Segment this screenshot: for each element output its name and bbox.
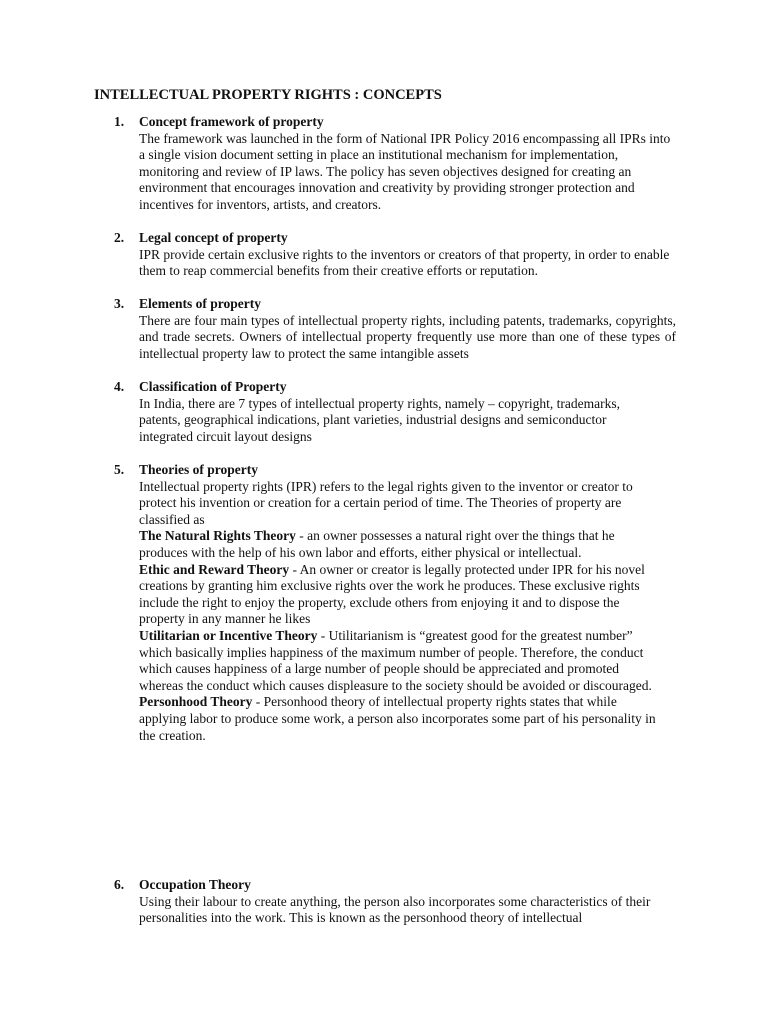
section-heading: Classification of Property (139, 379, 287, 394)
theory-name: Ethic and Reward Theory (139, 561, 290, 577)
theory-utilitarian (139, 628, 664, 694)
section-number: 5. (114, 462, 125, 477)
theory-text: - Utilitarianism is “greatest good for the greatest number” which basically implies happiness of the maximum number of people. Therefore, the conduct which causes happiness of a large number of people should be appreciated and promoted whereas the conduct which causes displeasure to the society should be avoided or discouraged. (139, 627, 652, 693)
section-text: Using their labour to create anything, the person also incorporates some characteristics of their personalities into the work. This is known as the personhood theory of intellectual (139, 893, 651, 926)
section-text: Intellectual property rights (IPR) refers to the legal rights given to the inventor or creator to protect his invention or creation for a certain period of time. The Theories of property are classified as (139, 478, 633, 527)
section-occupation-theory (114, 877, 664, 927)
theory-ethic-reward (139, 562, 664, 628)
section-heading: Occupation Theory (139, 877, 251, 892)
section-number: 4. (114, 379, 125, 394)
section-number: 1. (114, 114, 125, 129)
theory-text: - Personhood theory of intellectual property rights states that while applying labor to produce some work, a person also incorporates some part of his personality in the creation. (139, 694, 656, 743)
section-heading: Concept framework of property (139, 114, 324, 129)
section-classification (114, 379, 654, 445)
theory-personhood (139, 694, 664, 744)
theory-natural-rights (139, 528, 664, 561)
section-text: IPR provide certain exclusive rights to the inventors or creators of that property, in order to enable them to reap commercial benefits from their creative efforts or reputation. (139, 246, 670, 279)
section-theories (114, 462, 664, 744)
theory-name: Utilitarian or Incentive Theory (139, 627, 318, 643)
section-concept-framework (114, 114, 672, 214)
section-elements (114, 296, 676, 362)
section-text: There are four main types of intellectual property rights, including patents, trademarks, copyrights, and trade secrets. Owners of intellectual property frequently use more than one of these types of intellectual property law to protect the same intangible assets (139, 312, 676, 361)
section-text: In India, there are 7 types of intellectual property rights, namely – copyright, trademarks, patents, geographical indications, plant varieties, industrial designs and semiconductor integrated circuit layout designs (139, 395, 620, 444)
section-number: 2. (114, 230, 125, 245)
theory-text: - An owner or creator is legally protected under IPR for his novel creations by granting him exclusive rights over the work he produces. These exclusive rights include the right to enjoy the property, exclude others from enjoying it and to dispose the property in any manner he likes (139, 561, 645, 627)
section-legal-concept (114, 230, 672, 280)
section-heading: Theories of property (139, 462, 258, 477)
theory-name: Personhood Theory (139, 694, 253, 710)
document-title: INTELLECTUAL PROPERTY RIGHTS : CONCEPTS (94, 87, 442, 103)
section-number: 3. (114, 296, 125, 311)
theory-name: The Natural Rights Theory (139, 528, 296, 544)
section-text: The framework was launched in the form of National IPR Policy 2016 encompassing all IPRs into a single vision document setting in place an institutional mechanism for implementation, monitoring and review of IP laws. The policy has seven objectives designed for creating an environment that encourages innovation and creativity by providing stronger protection and incentives for inventors, artists, and creators. (139, 130, 671, 212)
section-heading: Elements of property (139, 296, 261, 311)
section-number: 6. (114, 877, 125, 892)
section-heading: Legal concept of property (139, 230, 288, 245)
theory-text: - an owner possesses a natural right over the things that he produces with the help of his own labor and efforts, either physical or intellectual. (139, 528, 615, 560)
